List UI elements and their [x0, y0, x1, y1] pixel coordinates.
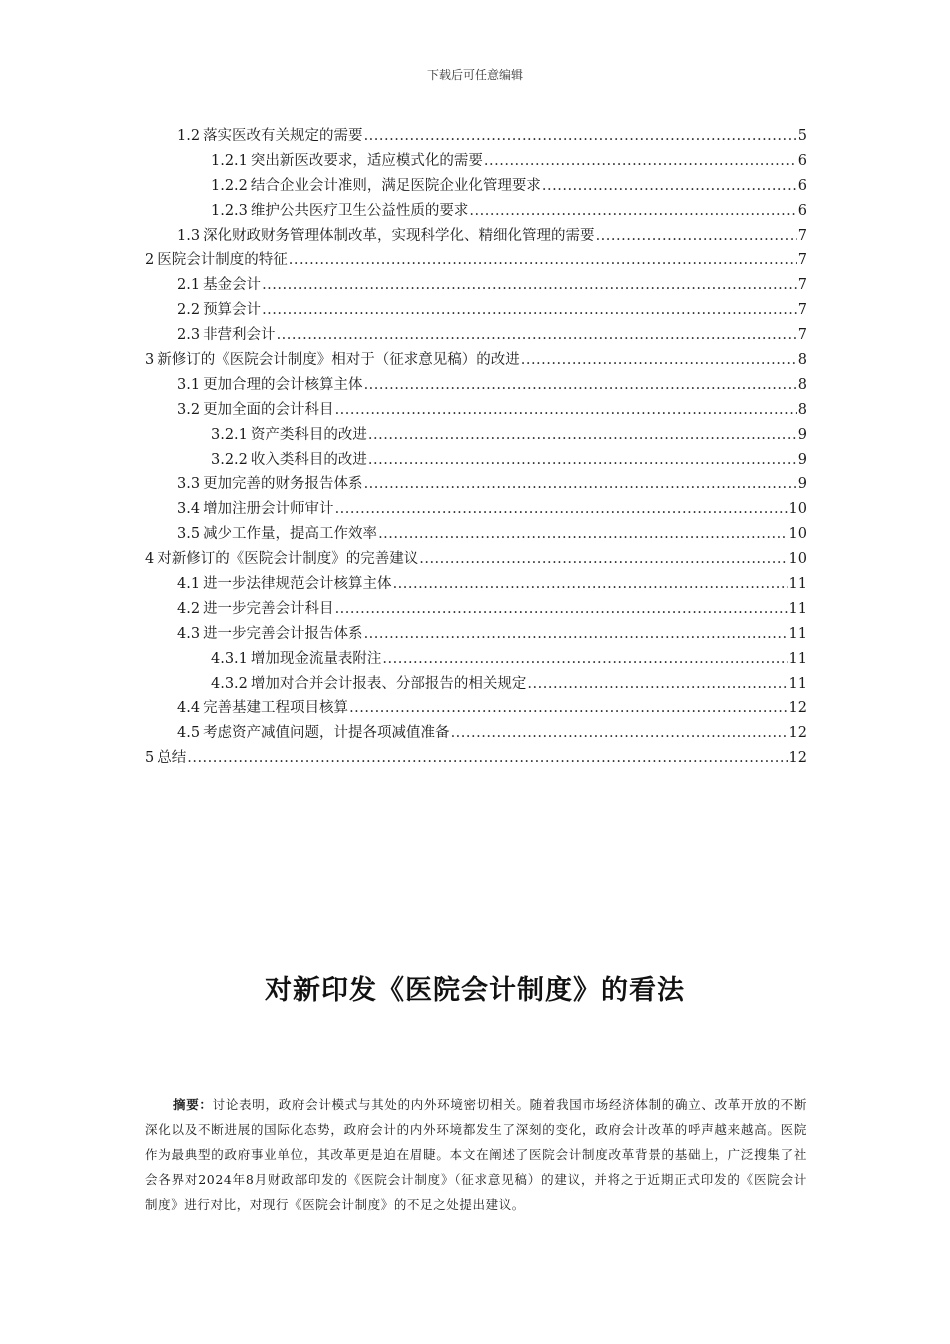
- toc-entry[interactable]: [145, 398, 807, 423]
- toc-entry-title: 总结: [157, 750, 187, 767]
- toc-entry-page: 11: [788, 600, 807, 617]
- toc-entry-title: 更加完善的财务报告体系: [203, 476, 363, 493]
- toc-entry-number: 2.1: [177, 277, 201, 294]
- toc-entry[interactable]: [145, 746, 807, 771]
- toc-entry-number: 2.3: [177, 327, 201, 344]
- toc-entry-page: 10: [788, 501, 807, 518]
- abstract-text: 讨论表明，政府会计模式与其处的内外环境密切相关。随着我国市场经济体制的确立、改革开放的不断深化以及不断进展的国际化态势，政府会计的内外环境都发生了深刻的变化，政府会计改革的呼声越来越高。医院作为最典型的政府事业单位，其改革更是迫在眉睫。本文在阐述了医院会计制度改革背景的基础上，广泛搜集了社会各界对2024年8月财政部印发的《医院会计制度》（征求意见稿）的建议，并将之于近期正式印发的《医院会计制度》进行对比，对现行《医院会计制度》的不足之处提出建议。: [145, 1097, 807, 1212]
- toc-entry[interactable]: [145, 622, 807, 647]
- toc-dot-leader: [277, 323, 797, 348]
- toc-entry-page: 7: [797, 302, 807, 319]
- toc-entry-title: 进一步法律规范会计核算主体: [203, 576, 392, 593]
- toc-entry-title: 更加全面的会计科目: [203, 401, 334, 418]
- toc-entry-title: 减少工作量，提高工作效率: [203, 526, 378, 543]
- abstract-paragraph: [145, 1092, 807, 1217]
- toc-entry-title: 完善基建工程项目核算: [203, 700, 349, 717]
- toc-dot-leader: [349, 696, 787, 721]
- toc-entry-page: 8: [797, 401, 807, 418]
- toc-entry-number: 3.4: [177, 501, 201, 518]
- document-title: 对新印发《医院会计制度》的看法: [265, 975, 685, 1006]
- toc-entry-page: 9: [797, 476, 807, 493]
- toc-entry[interactable]: [145, 124, 807, 149]
- toc-entry[interactable]: [145, 199, 807, 224]
- toc-entry-number: 1.2: [177, 128, 201, 144]
- toc-entry-page: 7: [797, 227, 807, 244]
- toc-entry-page: 6: [797, 152, 807, 169]
- toc-entry-page: 6: [797, 202, 807, 219]
- toc-entry[interactable]: [145, 696, 807, 721]
- toc-entry[interactable]: [145, 572, 807, 597]
- toc-entry-page: 12: [788, 725, 807, 742]
- toc-entry[interactable]: [145, 373, 807, 398]
- toc-entry-title: 更加合理的会计核算主体: [203, 376, 363, 393]
- toc-entry-page: 10: [788, 526, 807, 543]
- toc-entry[interactable]: [145, 647, 807, 672]
- toc-entry[interactable]: [145, 597, 807, 622]
- toc-entry-page: 7: [797, 277, 807, 294]
- page-header-note: 下载后可任意编辑: [426, 68, 523, 82]
- toc-entry-number: 2.2: [177, 302, 201, 319]
- toc-entry-title: 增加对合并会计报表、分部报告的相关规定: [250, 675, 527, 692]
- toc-dot-leader: [484, 149, 797, 174]
- toc-entry-title: 突出新医改要求，适应模式化的需要: [250, 152, 483, 169]
- toc-entry-title: 结合企业会计准则，满足医院企业化管理要求: [250, 177, 541, 194]
- toc-entry[interactable]: [145, 174, 807, 199]
- toc-entry-number: 4.3.1: [211, 650, 248, 667]
- toc-entry-page: 6: [797, 177, 807, 194]
- toc-entry[interactable]: [145, 348, 807, 373]
- toc-entry-number: 3.1: [177, 376, 201, 393]
- toc-entry[interactable]: [145, 721, 807, 746]
- toc-entry-title: 医院会计制度的特征: [157, 252, 288, 269]
- toc-dot-leader: [335, 497, 788, 522]
- toc-entry-number: 5: [145, 750, 155, 767]
- toc-dot-leader: [262, 273, 797, 298]
- toc-dot-leader: [262, 298, 797, 323]
- toc-dot-leader: [542, 174, 797, 199]
- toc-entry-page: 11: [788, 675, 807, 692]
- toc-entry-title: 落实医改有关规定的需要: [203, 128, 363, 144]
- toc-entry-title: 非营利会计: [203, 327, 276, 344]
- toc-entry-number: 4.3: [177, 625, 201, 642]
- toc-entry[interactable]: [145, 448, 807, 473]
- toc-entry-page: 7: [797, 327, 807, 344]
- toc-entry-page: 7: [797, 252, 807, 269]
- toc-dot-leader: [187, 746, 787, 771]
- toc-dot-leader: [521, 348, 797, 373]
- toc-entry[interactable]: [145, 224, 807, 249]
- toc-dot-leader: [364, 124, 797, 149]
- toc-dot-leader: [596, 224, 797, 249]
- toc-dot-leader: [451, 721, 788, 746]
- toc-entry-title: 进一步完善会计科目: [203, 600, 334, 617]
- toc-entry-title: 资产类科目的改进: [250, 426, 367, 443]
- toc-entry-page: 8: [797, 352, 807, 369]
- abstract-label: 摘要：: [173, 1097, 213, 1112]
- toc-dot-leader: [289, 248, 797, 273]
- toc-entry-page: 11: [788, 576, 807, 593]
- toc-entry-title: 深化财政财务管理体制改革，实现科学化、精细化管理的需要: [203, 227, 595, 244]
- toc-entry-title: 新修订的《医院会计制度》相对于（征求意见稿）的改进: [157, 352, 520, 369]
- toc-entry[interactable]: [145, 497, 807, 522]
- toc-entry[interactable]: [145, 522, 807, 547]
- toc-entry-number: 1.2.2: [211, 177, 248, 194]
- toc-entry-title: 增加注册会计师审计: [203, 501, 334, 518]
- toc-entry-number: 1.3: [177, 227, 201, 244]
- toc-entry-page: 11: [788, 650, 807, 667]
- toc-entry-page: 12: [788, 700, 807, 717]
- toc-entry-page: 5: [797, 128, 807, 144]
- toc-entry-page: 9: [797, 426, 807, 443]
- toc-entry-number: 4.3.2: [211, 675, 248, 692]
- toc-entry[interactable]: [145, 323, 807, 348]
- toc-dot-leader: [364, 622, 788, 647]
- toc-dot-leader: [378, 522, 787, 547]
- toc-entry-number: 4: [145, 551, 155, 568]
- toc-entry-page: 8: [797, 376, 807, 393]
- toc-entry-number: 1.2.3: [211, 202, 248, 219]
- toc-entry-number: 4.4: [177, 700, 201, 717]
- toc-entry-title: 进一步完善会计报告体系: [203, 625, 363, 642]
- toc-entry-number: 3.2.1: [211, 426, 248, 443]
- toc-entry-title: 预算会计: [203, 302, 262, 319]
- toc-entry-title: 考虑资产减值问题，计提各项减值准备: [203, 725, 450, 742]
- toc-dot-leader: [419, 547, 787, 572]
- toc-entry-number: 4.2: [177, 600, 201, 617]
- toc-entry[interactable]: [145, 472, 807, 497]
- toc-dot-leader: [364, 373, 797, 398]
- toc-entry-number: 3.2: [177, 401, 201, 418]
- toc-entry-page: 11: [788, 625, 807, 642]
- toc-entry-number: 4.5: [177, 725, 201, 742]
- toc-entry[interactable]: [145, 423, 807, 448]
- toc-entry[interactable]: [145, 248, 807, 273]
- toc-entry-title: 增加现金流量表附注: [250, 650, 382, 667]
- toc-dot-leader: [527, 672, 787, 697]
- toc-entry-number: 4.1: [177, 576, 201, 593]
- toc-entry[interactable]: [145, 547, 807, 572]
- toc-entry-title: 基金会计: [203, 277, 262, 294]
- toc-entry-number: 3.5: [177, 526, 201, 543]
- toc-entry-number: 3.2.2: [211, 451, 248, 468]
- toc-dot-leader: [364, 472, 797, 497]
- toc-dot-leader: [368, 423, 797, 448]
- toc-dot-leader: [469, 199, 796, 224]
- toc-entry[interactable]: [145, 273, 807, 298]
- toc-dot-leader: [382, 647, 787, 672]
- toc-entry-page: 12: [788, 750, 807, 767]
- toc-entry-title: 对新修订的《医院会计制度》的完善建议: [157, 551, 419, 568]
- toc-dot-leader: [368, 448, 797, 473]
- toc-entry-page: 10: [788, 551, 807, 568]
- toc-dot-leader: [393, 572, 788, 597]
- table-of-contents: [145, 124, 807, 771]
- toc-entry-number: 3: [145, 352, 155, 369]
- toc-dot-leader: [335, 398, 797, 423]
- toc-entry-page: 9: [797, 451, 807, 468]
- toc-dot-leader: [335, 597, 788, 622]
- toc-entry[interactable]: [145, 298, 807, 323]
- toc-entry[interactable]: [145, 149, 807, 174]
- toc-entry-number: 1.2.1: [211, 152, 248, 169]
- toc-entry[interactable]: [145, 672, 807, 697]
- toc-entry-title: 收入类科目的改进: [250, 451, 367, 468]
- toc-entry-number: 3.3: [177, 476, 201, 493]
- toc-entry-number: 2: [145, 252, 155, 269]
- toc-entry-title: 维护公共医疗卫生公益性质的要求: [250, 202, 469, 219]
